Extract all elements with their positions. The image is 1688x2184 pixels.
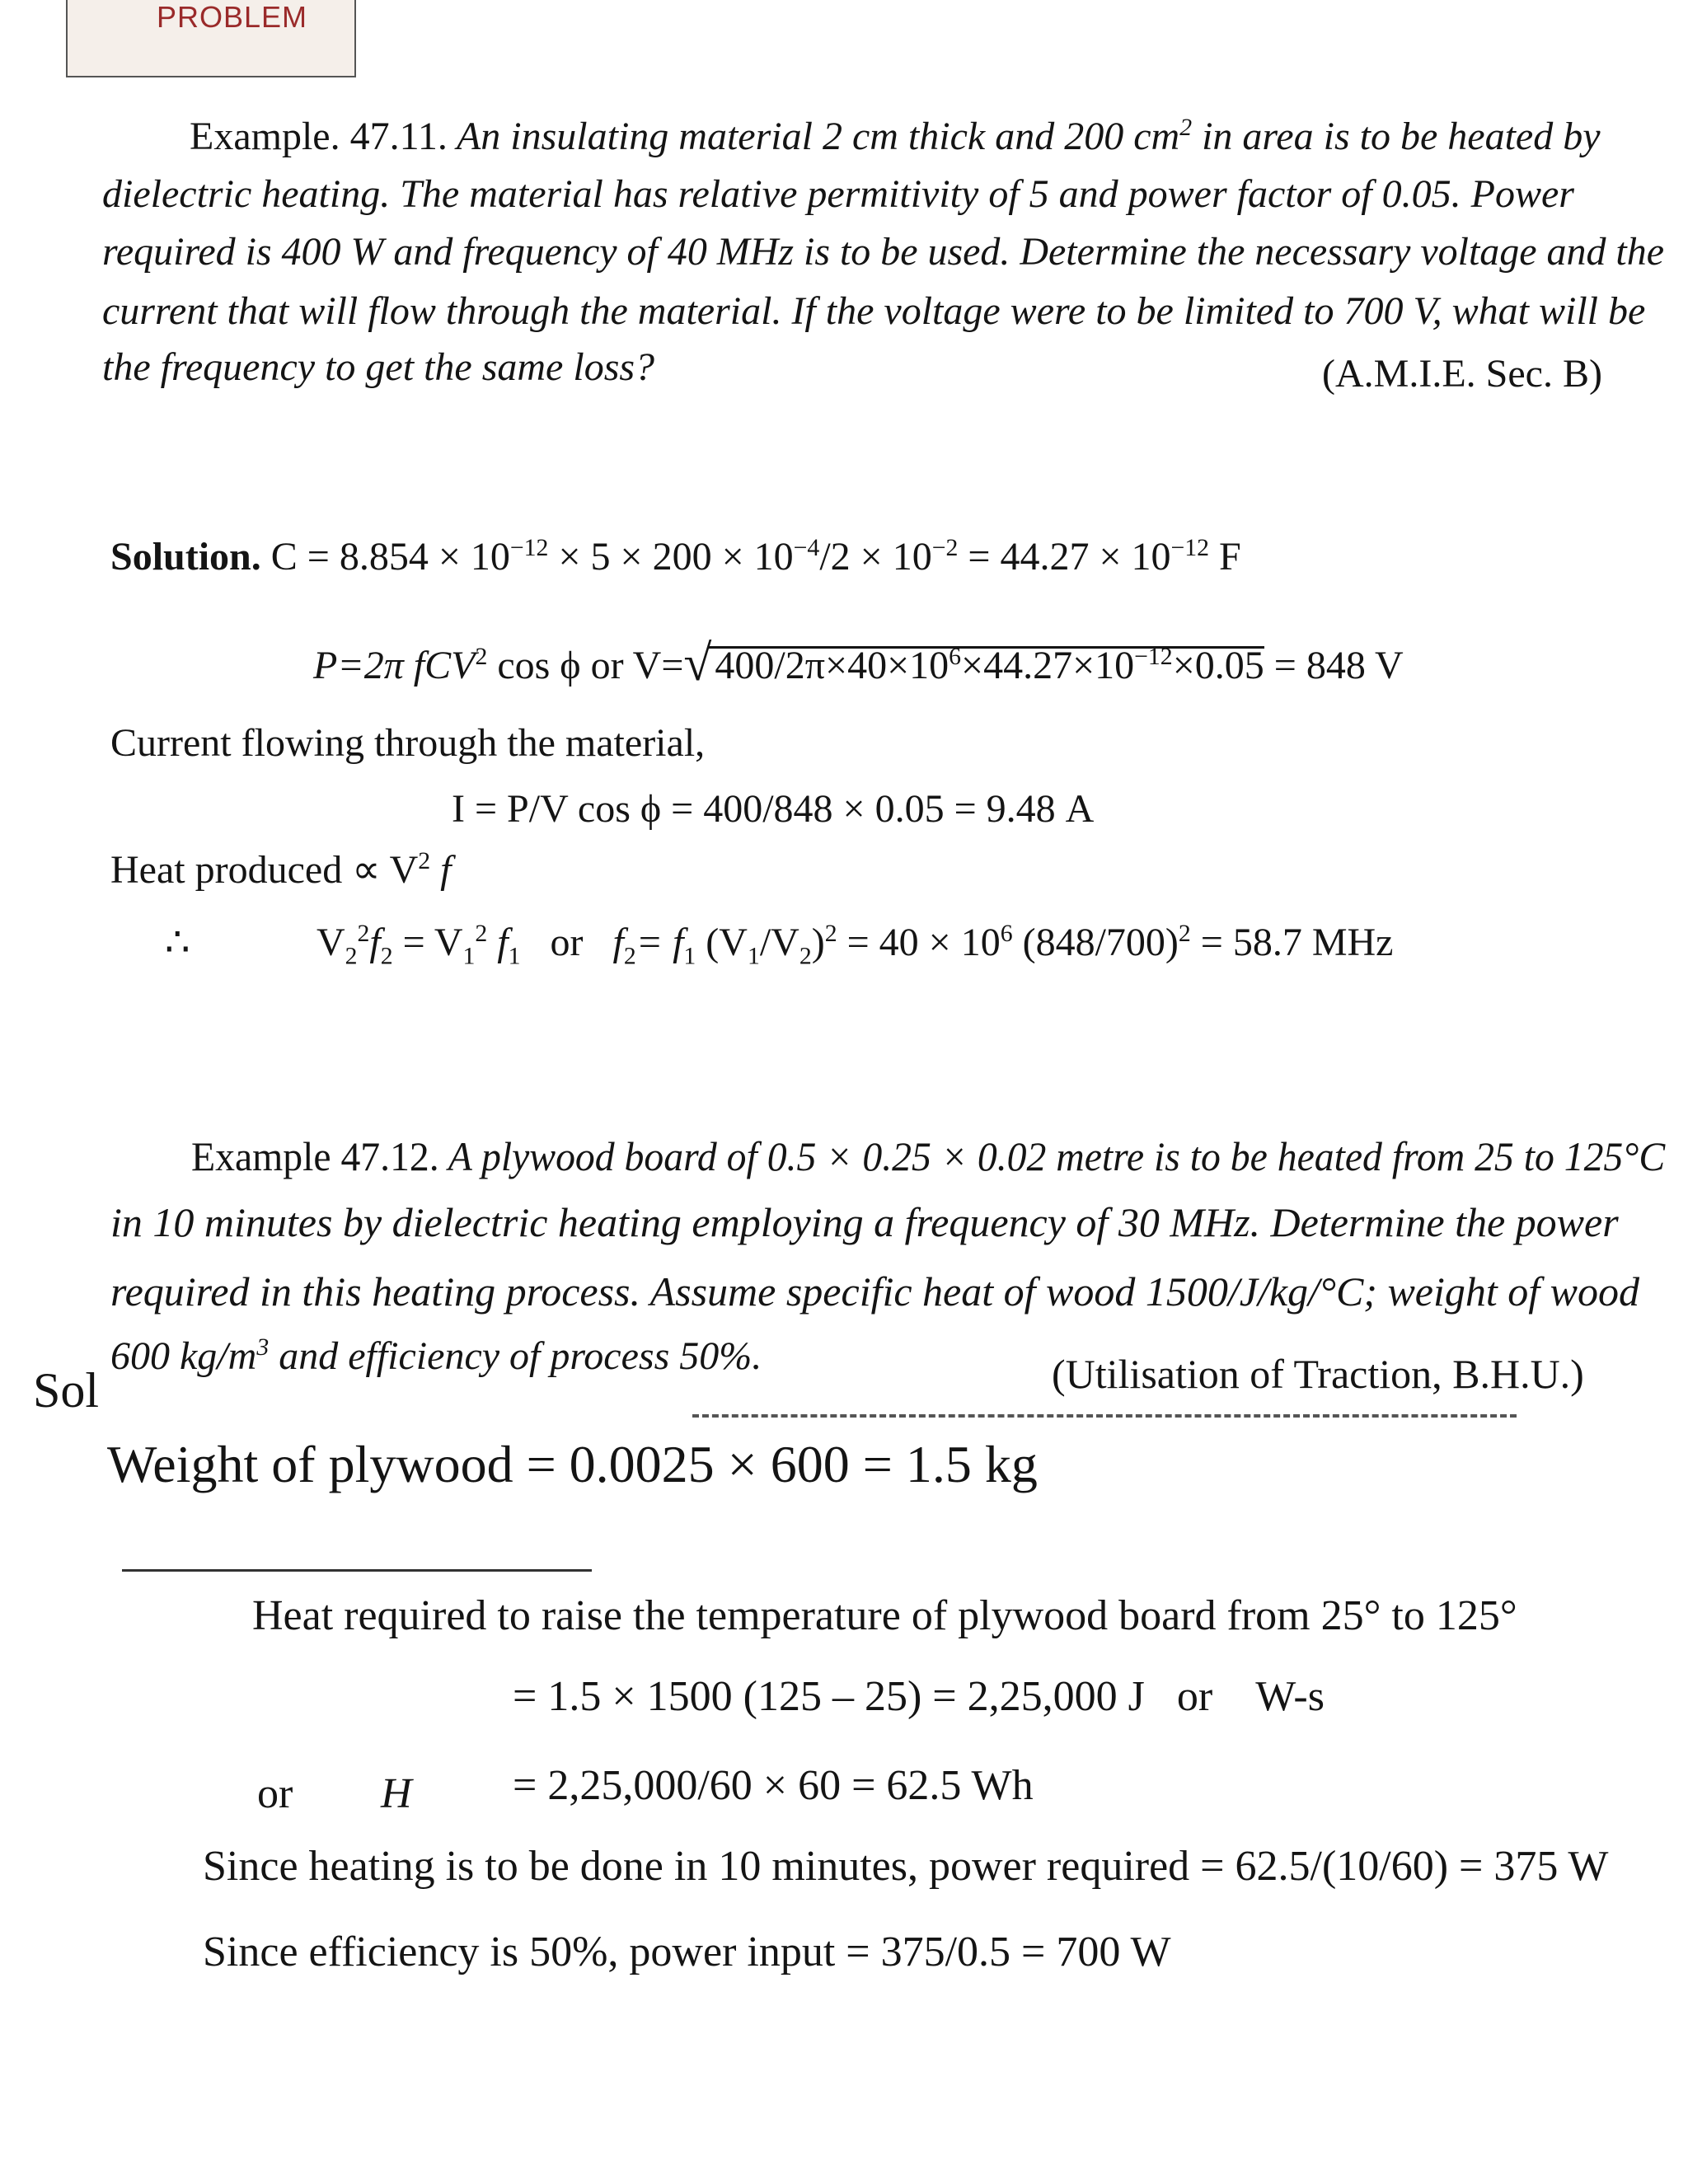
sol1-frequency-equation: $V_2^2f_2 = V_1^2$ $f_1$ or $f_2= f_1$ $(V_1/V_2)^2 = 40 \times 10^6$ $(848/700)^2 = 58.7$ MHz <box>316 920 1394 970</box>
sol1-current-intro: Current flowing through the material, <box>110 721 706 765</box>
divider <box>122 1569 592 1572</box>
sol2-heat-equation: = 1.5 × 1500 (125 – 25) = 2,25,000 J or W-s <box>513 1673 1325 1720</box>
sol2-h-equation: = 2,25,000/60 × 60 = 62.5 Wh <box>513 1762 1034 1809</box>
ex1-source: (A.M.I.E. Sec. B) <box>1322 352 1602 396</box>
ex1-line-4: current that will flow through the material. If the voltage were to be limited to 700 V, what will be <box>102 289 1646 333</box>
problem-tag <box>66 0 356 77</box>
therefore-icon: ∴ <box>165 921 190 964</box>
ex2-line-4: 600 $kg/m^3$ and efficiency of process 50%. <box>110 1333 762 1378</box>
ex1-line-3: required is 400 W and frequency of 40 MHz is to be used. Determine the necessary voltage and the <box>102 230 1665 274</box>
ex1-line-1: Example. 47.11. An insulating material 2 cm thick and 200 $cm^2$ in area is to be heated by <box>190 114 1601 158</box>
radical-sign-icon: √ <box>683 635 712 691</box>
ex2-source: (Utilisation of Traction, B.H.U.) <box>1052 1351 1584 1397</box>
sol2-weight: Weight of plywood = 0.0025 × 600 = 1.5 kg <box>107 1435 1038 1493</box>
sol1-capacitance: Solution. $C = 8.854 \times 10^{-12} \times 5 \times 200 \times 10^{-4}/2 \times 10^{-2} = 44.27 \times 10^{-12}$ F <box>110 534 1241 579</box>
ex2-line-3: required in this heating process. Assume specific heat of wood 1500/J/kg/°C; weight of wood <box>110 1268 1640 1315</box>
ex1-heading: Example. 47.11. <box>190 115 448 158</box>
radical-bar <box>708 646 1264 649</box>
sol1-heat-relation: Heat produced ∝ $V^2$ f <box>110 847 452 892</box>
sol-fragment: Sol <box>33 1363 100 1418</box>
problem-tag-label: PROBLEM <box>157 0 308 34</box>
ex2-heading: Example 47.12. <box>191 1133 439 1179</box>
square-root: √ $400/2\pi\times 40\times 10^6\times 44.27\times 10^{-12}\times 0.05$ <box>683 635 1264 691</box>
cut-off-line <box>692 1414 1517 1418</box>
solution-label: Solution. <box>110 535 261 579</box>
sol2-power-input: Since efficiency is 50%, power input = 375/0.5 = 700 W <box>203 1929 1171 1975</box>
ex1-line-5: the frequency to get the same loss? <box>102 345 655 389</box>
ex1-line-2: dielectric heating. The material has relative permitivity of 5 and power factor of 0.05. Power <box>102 172 1574 216</box>
ex2-line-2: in 10 minutes by dielectric heating employing a frequency of 30 MHz. Determine the power <box>110 1199 1619 1245</box>
sol1-current-equation: I = P/V cos ϕ = 400/848 × 0.05 = 9.48 A <box>452 787 1095 831</box>
sol2-h-or: or <box>257 1770 293 1817</box>
sol2-power-required: Since heating is to be done in 10 minutes, power required = 62.5/(10/60) = 375 W <box>203 1843 1609 1890</box>
sol2-heat-intro: Heat required to raise the temperature of plywood board from 25° to 125° <box>252 1592 1517 1639</box>
sol1-power-equation: P=2π fCV$^2$ cos ϕ or V= √ $400/2\pi\times 40\times 10^6\times 44.27\times 10^{-12}\times 0.05 = 848$ V <box>313 635 1404 691</box>
ex2-line-1: Example 47.12. A plywood board of 0.5 × 0.25 × 0.02 metre is to be heated from 25 to 125°C <box>191 1133 1666 1179</box>
sol2-h-var: H <box>381 1770 412 1817</box>
